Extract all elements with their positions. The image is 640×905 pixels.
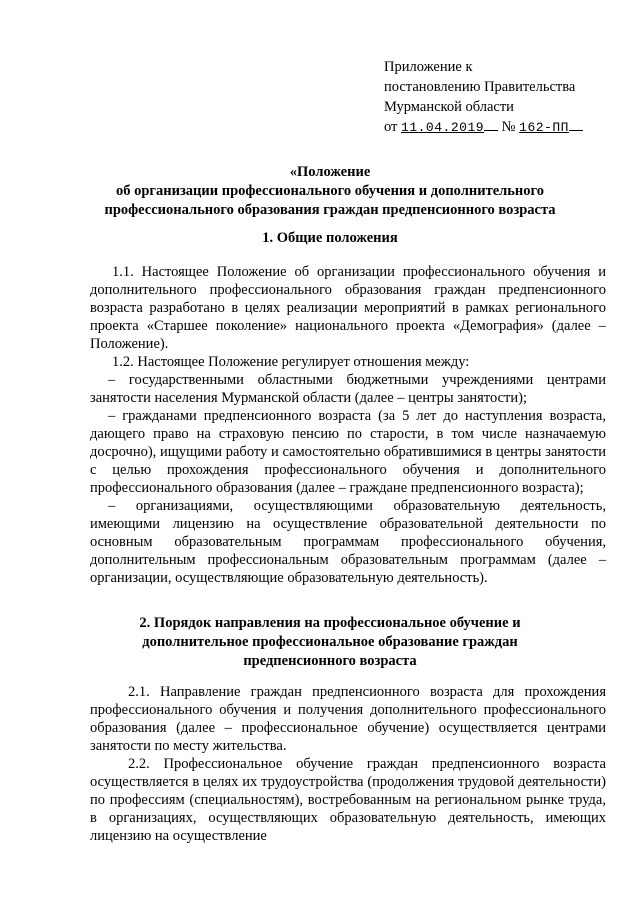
- section-1-heading: 1. Общие положения: [262, 230, 398, 246]
- section-2-body: [90, 683, 606, 845]
- paragraph-1-2: 1.2. Настоящее Положение регулирует отношения между:: [112, 354, 470, 370]
- title-line-3: профессионального образования граждан предпенсионного возраста: [104, 202, 556, 218]
- paragraph-2-2: 2.2. Профессиональное обучение граждан предпенсионного возраста осуществляется в целях их трудоустройства (продолжения трудовой деятельности) по профессиям (специальностям), востребованным на региональном рынке труда, в организациях, осуществляющих образовательную деятельность, имеющих лицензию на осуществление: [90, 756, 606, 844]
- paragraph-2-1: 2.1. Направление граждан предпенсионного возраста для прохождения профессионального обучения и получения дополнительного профессионального образования (далее – профессиональное обучение) осуществляется центрами занятости по месту жительства.: [90, 684, 606, 754]
- document-title: [60, 163, 600, 220]
- document-number: 162-ПП: [519, 120, 569, 135]
- date-prefix: от: [384, 119, 398, 135]
- header-line-1: Приложение к: [384, 59, 473, 75]
- appendix-header: [384, 57, 624, 138]
- section-2-heading-line-2: дополнительное профессиональное образование граждан: [142, 634, 518, 650]
- paragraph-1-1: 1.1. Настоящее Положение об организации профессионального обучения и дополнительного профессионального образования граждан предпенсионного возраста разработано в целях реализации мероприятий в рамках регионального проекта «Старшее поколение» национального проекта «Демография» (далее – Положение).: [90, 264, 606, 352]
- section-2-heading-line-1: 2. Порядок направления на профессиональное обучение и: [139, 615, 521, 631]
- header-line-3: Мурманской области: [384, 99, 514, 115]
- document-date: 11.04.2019: [401, 120, 485, 135]
- list-item-pre-retirement-citizens: – гражданами предпенсионного возраста (за 5 лет до наступления возраста, дающего право на страховую пенсию по старости, в том числе назначаемую досрочно), ищущими работу и самостоятельно обратившимися в центры занятости с целью прохождения профессионального обучения и дополнительного профессионального образования (далее – граждане предпенсионного возраста);: [90, 408, 606, 496]
- title-line-1: «Положение: [289, 164, 371, 180]
- header-line-2: постановлению Правительства: [384, 79, 576, 95]
- header-date-line: [384, 117, 624, 138]
- list-item-employment-centers: – государственными областными бюджетными учреждениями центрами занятости населения Мурманской области (далее – центры занятости);: [90, 372, 606, 406]
- section-1-body: [90, 263, 606, 587]
- section-2-heading-line-3: предпенсионного возраста: [243, 653, 417, 669]
- title-line-2: об организации профессионального обучения и дополнительного: [115, 183, 545, 199]
- number-prefix: №: [501, 119, 516, 135]
- section-2-heading: [60, 614, 600, 671]
- list-item-educational-organizations: – организациями, осуществляющими образовательную деятельность, имеющими лицензию на осуществление образовательной деятельности по основным образовательным программам профессионального обучения, дополнительным профессиональным образовательным программам (далее – организации, осуществляющие образовательную деятельность).: [90, 498, 606, 586]
